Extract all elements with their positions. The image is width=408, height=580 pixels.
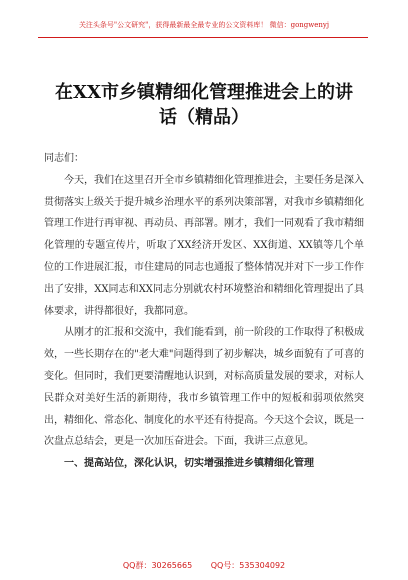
footer-qq: QQ号：535304092: [210, 561, 286, 570]
header-divider: [38, 37, 368, 38]
footer-qq-group: QQ群：30265665: [122, 561, 193, 570]
footer-contact: [0, 560, 408, 571]
document-body: [44, 148, 364, 475]
document-title: [44, 80, 364, 130]
header-promo: 关注头条号"公文研究"，获得最新最全最专业的公文资料库！ 微信：gongwenyj: [78, 21, 330, 29]
section-heading-1: 一、提高站位，深化认识，切实增强推进乡镇精细化管理: [64, 458, 314, 470]
title-line-1: 在XX市乡镇精细化管理推进会上的讲: [55, 82, 353, 103]
salutation: 同志们：: [44, 153, 84, 164]
body-paragraph-1: 今天，我们在这里召开全市乡镇精细化管理推进会，主要任务是深入贯彻落实上级关于提升城乡治理水平的系列决策部署，对我市乡镇精细化管理工作进行再审视、再动员、再部署。刚才，我们一同观看了我市精细化管理的专题宣传片，听取了XX经济开发区、XX街道、XX镇等几个单位的工作进展汇报，市住建局的同志也通报了整体情况并对下一步工作作出了安排，XX同志和XX同志分别就农村环境整治和精细化管理提出了具体要求，讲得都很好，我都同意。: [44, 174, 364, 317]
title-line-2: 话（精品）: [159, 107, 249, 128]
body-paragraph-2: 从刚才的汇报和交流中，我们能看到，前一阶段的工作取得了积极成效，一些长期存在的"老大难"问题得到了初步解决，城乡面貌有了可喜的变化。但同时，我们更要清醒地认识到，对标高质量发展的要求，对标人民群众对美好生活的新期待，我市乡镇管理工作中的短板和弱项依然突出，精细化、常态化、制度化的水平还有待提高。今天这个会议，既是一次盘点总结会，更是一次加压奋进会。下面，我讲三点意见。: [44, 327, 364, 448]
